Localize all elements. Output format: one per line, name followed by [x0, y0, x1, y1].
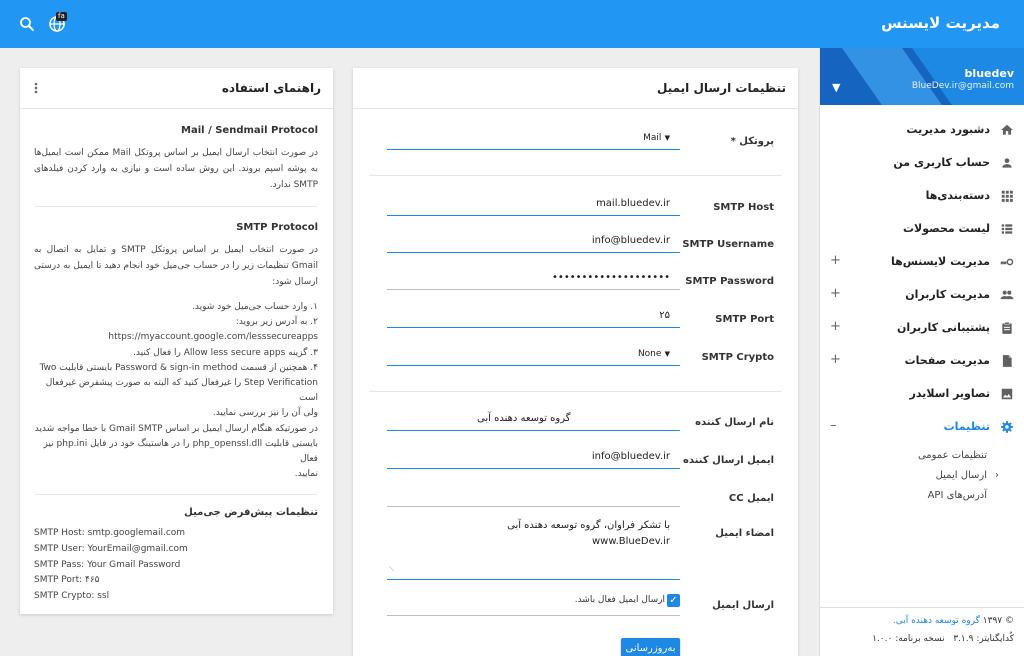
smtp-username-input[interactable]: info@bluedev.ir: [387, 229, 680, 253]
field-label: نام ارسال کننده: [695, 417, 774, 428]
update-button[interactable]: به‌روزرسانی: [621, 638, 680, 656]
sidebar: [819, 48, 1024, 656]
checkbox-label: ارسال ایمیل فعال باشد.: [574, 595, 665, 605]
card-title: تنظیمات ارسال ایمیل: [353, 68, 798, 109]
people-icon: [1000, 288, 1014, 302]
step-line: بایستی قابلیت php_openssl.dll را در هاستینگ خود در فایل php.ini نیز فعال: [43, 438, 318, 465]
collapse-icon[interactable]: –: [830, 418, 837, 433]
user-name: bluedev: [964, 67, 1014, 80]
field-label: ارسال ایمیل: [712, 600, 774, 611]
dropdown-arrow-icon: ▼: [664, 350, 670, 358]
sender-name-input[interactable]: گروه توسعه دهنده آبی: [387, 407, 680, 431]
card-title: راهنمای استفاده: [221, 81, 321, 95]
user-email: BlueDev.ir@gmail.com: [911, 81, 1014, 91]
smtp-password-row: [353, 262, 798, 300]
sidebar-item-label: حساب کاربری من: [893, 156, 990, 169]
sidebar-item-slider-images[interactable]: [820, 377, 1024, 410]
user-profile-header: [820, 48, 1024, 105]
protocol-select[interactable]: [387, 126, 680, 150]
sidebar-item-support[interactable]: [820, 311, 1024, 344]
expand-icon[interactable]: +: [830, 253, 841, 268]
search-icon[interactable]: [18, 15, 36, 33]
sender-email-row: [353, 441, 798, 479]
app-version: نسخه برنامه: ۱.۰.۰: [872, 634, 945, 644]
person-icon: [1000, 156, 1014, 170]
grid-icon: [1000, 189, 1014, 203]
steps-list: [34, 300, 318, 482]
key-icon: [1000, 255, 1014, 269]
default-line: SMTP Port: ۴۶۵: [34, 575, 100, 586]
field-label: SMTP Crypto: [701, 352, 774, 363]
step-line: Step Verification را غیرفعال کنید که البته به صورت پیشفرض غیرفعال است: [45, 378, 318, 404]
sidebar-item-label: لیست محصولات: [902, 222, 990, 235]
subnav-item-general[interactable]: تنظیمات عمومی: [917, 449, 987, 461]
expand-icon[interactable]: +: [830, 319, 841, 334]
section-text: در صورت انتخاب ایمیل بر اساس پروتکل SMTP و تمایل به اتصال به Gmail تنظیمات زیر را در حساب جی‌میل خود انجام دهید تا ایمیل به درستی ارسال شود:: [34, 245, 318, 287]
section-divider: [369, 175, 782, 176]
sidebar-item-label: مدیریت کاربران: [905, 288, 990, 301]
sidebar-item-dashboard[interactable]: [820, 113, 1024, 146]
image-icon: [1000, 387, 1014, 401]
default-line: SMTP Crypto: ssl: [34, 590, 110, 601]
smtp-crypto-row: [353, 338, 798, 376]
sidebar-item-licenses[interactable]: [820, 245, 1024, 278]
sender-name-row: [353, 403, 798, 441]
field-label: ایمیل ارسال کننده: [683, 455, 774, 466]
field-label: پروتکل *: [730, 136, 774, 147]
more-vert-icon[interactable]: [34, 82, 38, 94]
step-line: ولی آن را نیز بررسی نمایید.: [212, 408, 318, 419]
section-title: SMTP Protocol: [236, 222, 318, 233]
codeigniter-version: کُدایگنایتر: ۳.۱.۹: [953, 634, 1014, 644]
send-email-row: [353, 586, 798, 624]
sidebar-footer: [820, 607, 1024, 656]
step-line: ۱. وارد حساب جی‌میل خود شوید.: [192, 302, 318, 312]
sidebar-item-settings[interactable]: [820, 410, 1024, 443]
home-icon: [1000, 123, 1014, 137]
selected-value: None: [637, 349, 662, 359]
section-text: در صورت انتخاب ارسال ایمیل بر اساس پروتکل Mail ممکن است ایمیل‌ها به پوشه اسپم بروند. این روش ساده است و نیازی به وارد کردن فیلدهای SMTP ندارد.: [34, 148, 318, 190]
sidebar-item-label: پشتیبانی کاربران: [896, 321, 990, 334]
section-divider: [34, 494, 318, 495]
brand-link[interactable]: گروه توسعه دهنده آبی.: [892, 616, 980, 626]
default-line: SMTP Pass: Your Gmail Password: [34, 559, 181, 570]
sidebar-item-products[interactable]: [820, 212, 1024, 245]
smtp-crypto-select[interactable]: [387, 342, 680, 366]
sidebar-item-my-account[interactable]: [820, 146, 1024, 179]
smtp-port-row: [353, 300, 798, 338]
field-label: SMTP Port: [715, 314, 774, 325]
cc-email-row: [353, 479, 798, 517]
sidebar-item-categories[interactable]: [820, 179, 1024, 212]
sidebar-item-label: مدیریت لایسنس‌ها: [890, 255, 990, 268]
expand-icon[interactable]: +: [830, 286, 841, 301]
sender-email-input[interactable]: info@bluedev.ir: [387, 445, 680, 469]
section-divider: [34, 206, 318, 207]
default-line: SMTP Host: smtp.googlemail.com: [34, 528, 186, 539]
protocol-row: [353, 122, 798, 160]
field-label: SMTP Username: [682, 239, 774, 250]
cc-email-input[interactable]: [387, 483, 680, 507]
resize-handle-icon[interactable]: ⟋: [389, 565, 394, 573]
settings-subnav: [820, 445, 1024, 505]
dropdown-arrow-icon: ▼: [664, 134, 670, 142]
app-title: مدیریت لایسنس: [880, 14, 1000, 32]
sidebar-nav: [820, 113, 1024, 443]
field-label: SMTP Password: [685, 276, 774, 287]
chevron-down-icon[interactable]: ▼: [832, 81, 841, 94]
sidebar-item-label: تنظیمات: [943, 420, 990, 433]
top-app-bar: [0, 0, 1024, 48]
step-line: ۴. همچنین از قسمت Password & sign-in method بایستی قابلیت Two: [39, 362, 318, 373]
sidebar-item-label: مدیریت صفحات: [904, 354, 990, 367]
sidebar-item-pages[interactable]: [820, 344, 1024, 377]
send-email-checkbox[interactable]: ✓: [667, 594, 680, 607]
section-title: Mail / Sendmail Protocol: [181, 125, 318, 136]
defaults-list: [34, 526, 318, 604]
signature-line: با تشکر فراوان، گروه توسعه دهنده آبی: [507, 520, 670, 531]
field-underline: [387, 615, 680, 616]
copyright-text: © ۱۳۹۷: [982, 616, 1014, 626]
gear-icon: [1000, 420, 1014, 434]
help-card: [20, 68, 333, 614]
smtp-password-input[interactable]: ••••••••••••••••••••: [387, 266, 680, 290]
clipboard-icon: [1000, 321, 1014, 335]
sidebar-item-label: دسته‌بندی‌ها: [925, 189, 990, 202]
smtp-port-input[interactable]: ۲۵: [387, 304, 680, 328]
step-line: نمایید.: [294, 469, 318, 480]
step-link: https://myaccount.google.com/lesssecureapps: [108, 332, 318, 343]
email-settings-card: [353, 68, 798, 656]
field-label: امضاء ایمیل: [715, 528, 774, 539]
help-body: [20, 125, 333, 604]
sidebar-item-label: تصاویر اسلایدر: [909, 387, 990, 400]
smtp-host-row: [353, 188, 798, 226]
smtp-username-row: [353, 225, 798, 263]
chevron-left-icon: ‹: [995, 469, 999, 481]
help-card-header: [20, 68, 333, 109]
signature-line: www.BlueDev.ir: [592, 536, 670, 547]
signature-textarea[interactable]: [387, 518, 680, 580]
step-line: در صورتیکه هنگام ارسال ایمیل بر اساس Gmail SMTP با خطا مواجه شدید: [34, 423, 318, 434]
field-label: SMTP Host: [713, 202, 774, 213]
default-line: SMTP User: YourEmail@gmail.com: [34, 544, 188, 555]
step-line: ۳. گزینه Allow less secure apps را فعال کنید.: [133, 347, 318, 358]
selected-value: Mail: [643, 133, 662, 143]
expand-icon[interactable]: +: [830, 352, 841, 367]
field-label: ایمیل CC: [728, 493, 774, 504]
section-divider: [369, 391, 782, 392]
sidebar-item-label: دشبورد مدیریت: [906, 123, 990, 136]
subnav-item-label: ارسال ایمیل: [935, 469, 987, 481]
list-icon: [1000, 222, 1014, 236]
subnav-item-email[interactable]: [820, 465, 999, 485]
sidebar-item-users[interactable]: [820, 278, 1024, 311]
subnav-item-api[interactable]: آدرس‌های API: [927, 489, 987, 501]
section-title: تنظیمات پیش‌فرض جی‌میل: [184, 507, 318, 519]
language-badge: fa: [58, 12, 65, 20]
page-icon: [1000, 354, 1014, 368]
smtp-host-input[interactable]: mail.bluedev.ir: [387, 192, 680, 216]
step-line: ۲. به آدرس زیر بروید:: [235, 317, 318, 328]
